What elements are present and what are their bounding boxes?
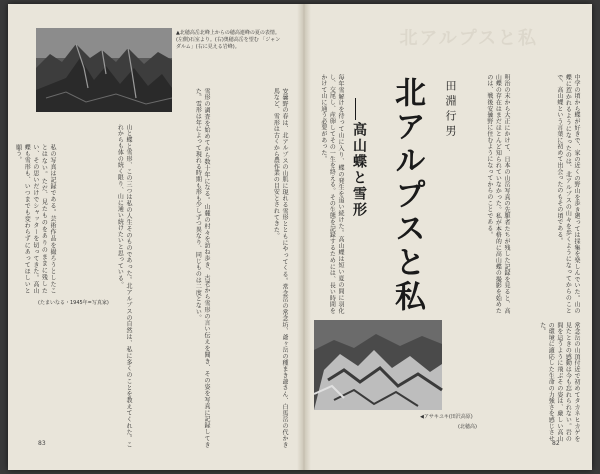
photo-caption-bottom-right: ◀アサキユキ(田沢高原) xyxy=(420,414,473,420)
photo-credit: (たまいなる・1945年=写真家) xyxy=(38,300,109,306)
book-gutter xyxy=(297,4,311,470)
article-subtitle: 高山蝶と雪形 xyxy=(351,122,367,218)
mountain-photo-bottom-right xyxy=(314,320,442,410)
caption-line-2: 「ジャンダルム」(右に見える岩峰)。 xyxy=(176,37,281,50)
left-body-col-4: 私の写真は記録である。芸術作品を撮ろうとしたことはない。ただ、見たものをありのままに残したい、その思いだけでシャッターを切ってきた。高山蝶も雪形も、いつまでも変わらずにあってほしいと願う。 xyxy=(14,144,56,294)
left-body-col-1: 安曇野の春は、北アルプスの山肌に現れる雪形とともにやってくる。常念岳の常念坊、爺ヶ岳の種まき爺さん、白馬岳の代かき馬など、雪形は古くから農作業の目安とされてきた。 xyxy=(272,88,288,448)
subtitle-dash xyxy=(355,98,356,120)
left-body-col-2: 雪形の調査を始めてから数十年になる。山麓の村々を訪ね歩き、古老から雪形の言い伝えを聞き、その姿を写真に記録してきた。雪形は年によって現れる時期も形も少しずつ異なり、同じものは二度とない。 xyxy=(194,88,210,448)
snowy-slope-image xyxy=(314,320,442,410)
right-body-col-4: 常念岳の山頂付近で初めてタカネヒカゲを見たときの感動は今も忘れられない。岩の間を這うように飛ぶその姿は、厳しい高山の環境に適応した生命の力強さを感じさせた。 xyxy=(538,322,580,442)
left-page-number: 83 xyxy=(38,440,46,447)
right-page-number: 82 xyxy=(552,440,560,447)
photo-caption-top-left xyxy=(176,30,284,51)
photo-note-bottom-right: (北穂高) xyxy=(458,424,477,430)
right-body-col-2: 明治の末から大正にかけて、日本の山岳写真の先駆者たちが残した記録を見ると、高山蝶の存在はまだほとんど知られていなかった。私が本格的に高山蝶の撮影を始めたのは、戦後安曇野に住むようになってからのことである。 xyxy=(485,74,510,314)
book-spread xyxy=(8,4,592,470)
article-author: 田淵行男 xyxy=(444,80,457,140)
right-body-col-1: 中学の頃から蝶が好きで、家の近くの野山を歩き廻っては採集を楽しんでいた。山の蝶に惹かれるようになったのは、北アルプスの山々を歩くようになってからのことで、高山蝶という言葉に初めて出会ったのもその頃である。 xyxy=(555,74,580,314)
caption-line-1: ▲北穂高岳北峰上からの穂高連峰の夏の表情。(左側)石室より。(右)奥穂高岳を望む xyxy=(176,30,280,43)
left-body-col-3: 山と蝶と雪形、この三つは私の人生そのものであった。北アルプスの自然は、私に多くのことを教えてくれた。これからも体の続く限り、山に通い続けたいと思っている。 xyxy=(116,124,132,448)
right-body-col-3: 毎年雪解けを待って山に入り、蝶の発生を追い続けた。高山蝶は短い夏の間に羽化し、交尾し、産卵してその一生を終える。その生態を記録するためには、長い時間をかけて山に通う必要があった。 xyxy=(319,74,344,314)
running-head: 北アルプスと私 xyxy=(399,28,538,49)
article-title: 北アルプスと私 xyxy=(389,76,425,314)
